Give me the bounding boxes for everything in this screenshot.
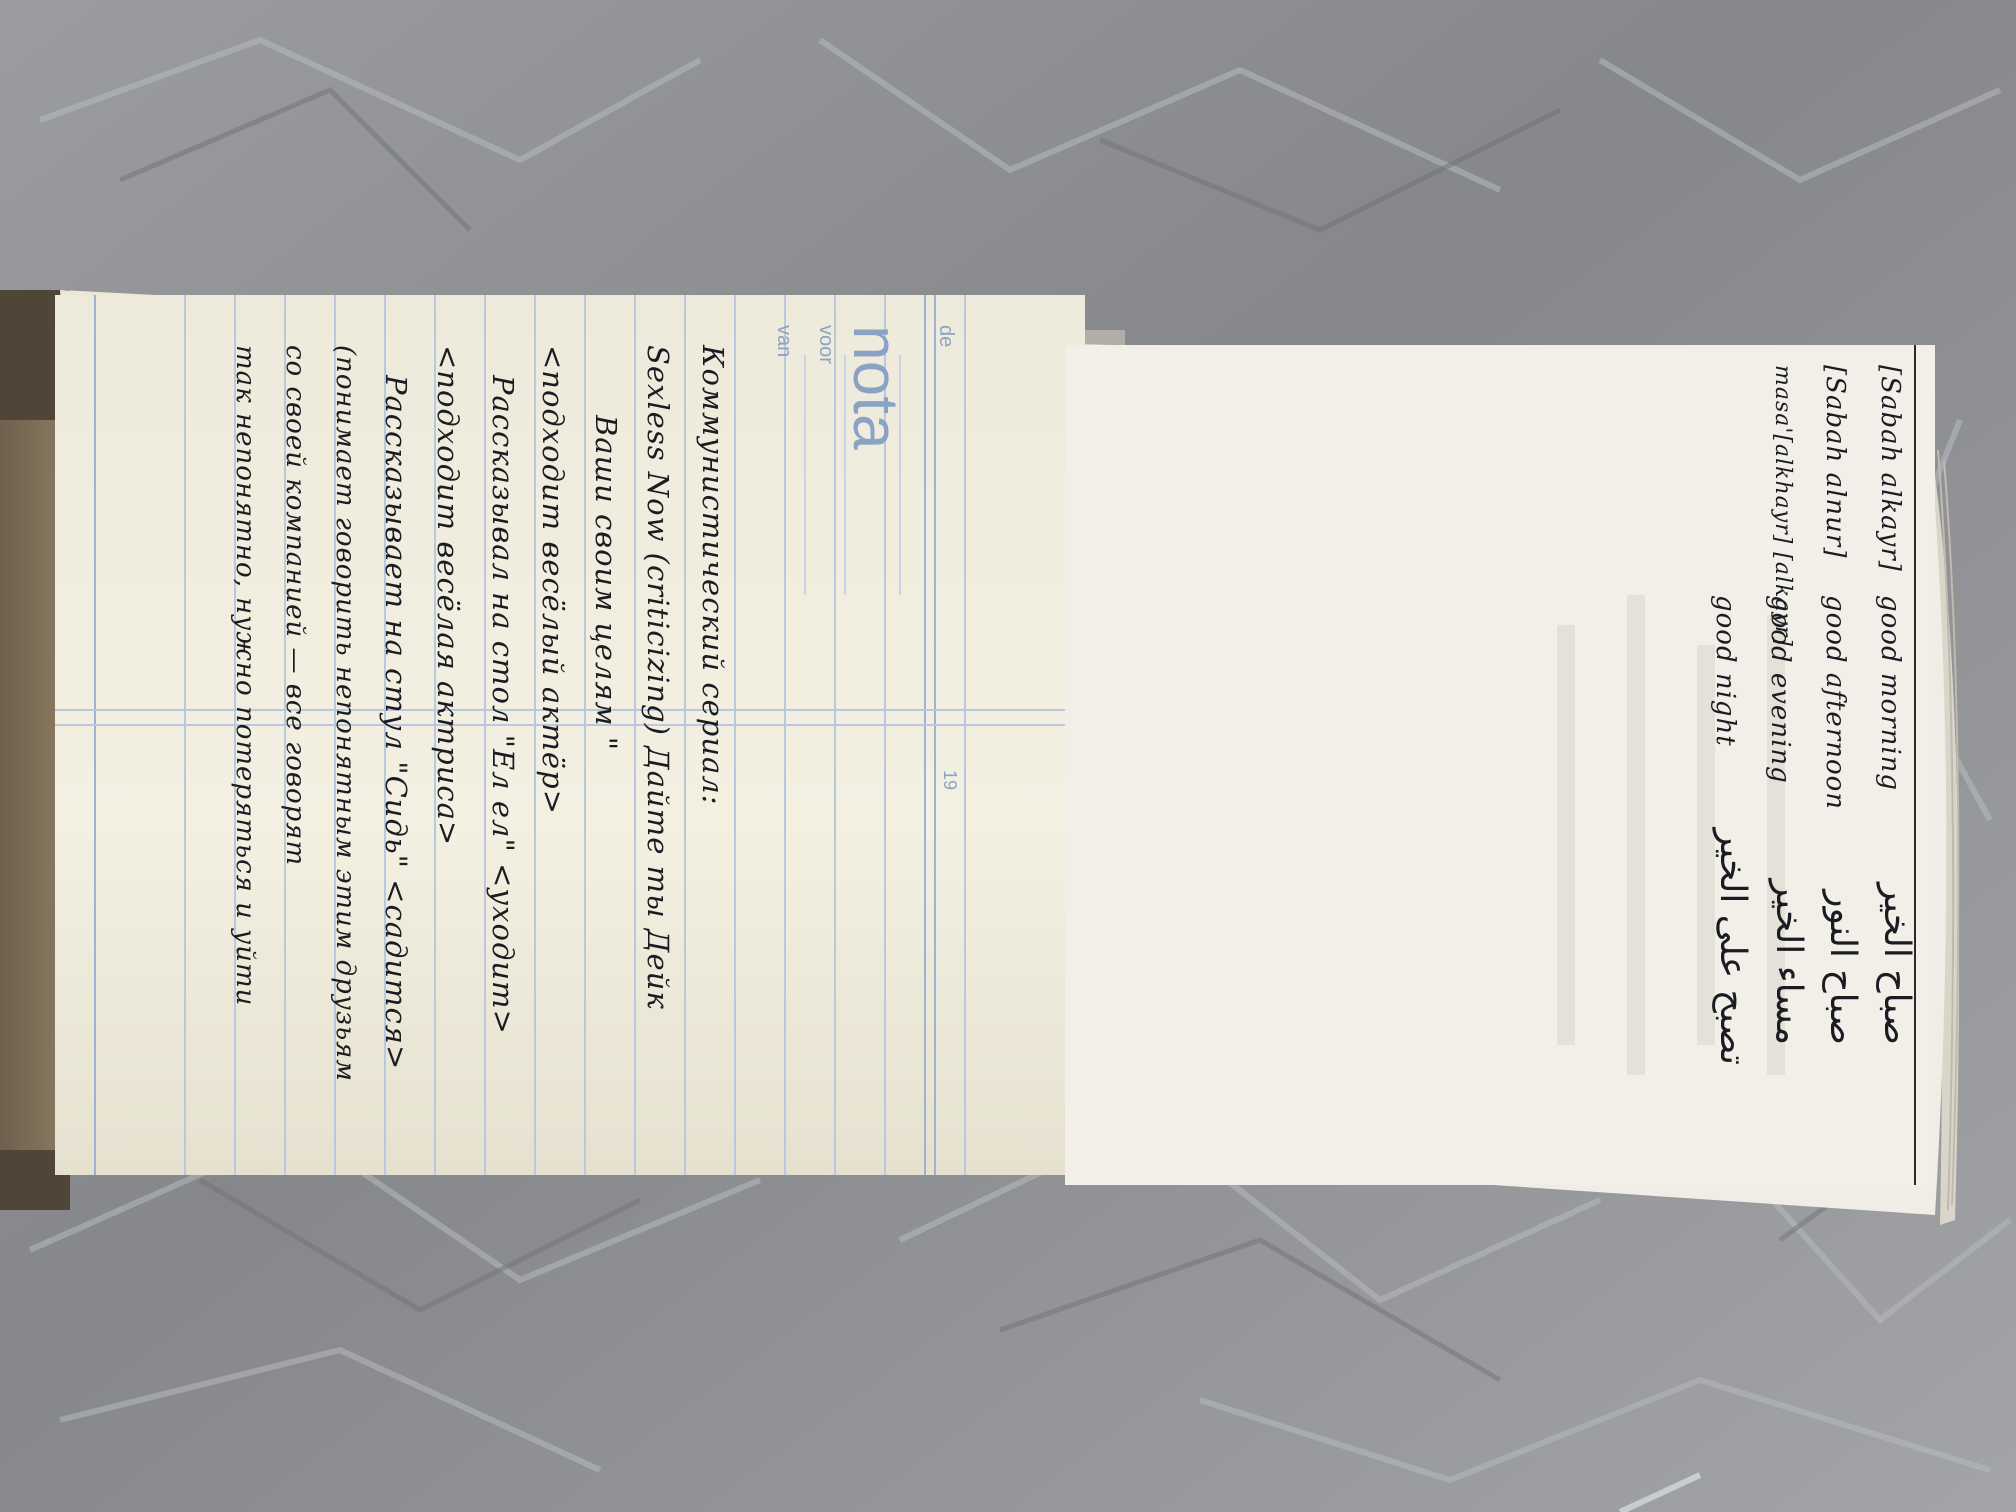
arabic-phrase-4: تصبح على الخير [1712, 828, 1753, 1065]
form-field-voor: voor [815, 325, 837, 364]
transliteration-2: [Sabah alnur] [1820, 365, 1850, 559]
handwritten-line: Коммунистический сериал: [696, 345, 730, 806]
left-notebook-page [55, 295, 1085, 1175]
handwritten-line: так непонятно, нужно потеряться и уйти [230, 345, 260, 1007]
ruled-lines [55, 295, 1085, 1175]
handwritten-line: Рассказывал на стол "Ел ел" <уходит> [486, 375, 520, 1035]
page-number: 19 [940, 770, 960, 791]
right-notebook-page [1065, 345, 1935, 1185]
translation-4: good night [1710, 595, 1740, 747]
handwritten-line: Sexless Now (criticizing) Дайте ты Дейк [641, 345, 675, 1010]
form-field-de: de [935, 325, 957, 348]
form-field-van: van [773, 325, 795, 358]
transliteration-3: masa'[alkhayr] [alkayr] [1770, 365, 1795, 648]
arabic-phrase-3: مساء الخير [1768, 879, 1809, 1045]
arabic-phrase-1: صباح الخير [1876, 882, 1917, 1045]
handwritten-line: <подходит весёлый актёр> [536, 345, 570, 815]
form-title: nota [840, 325, 912, 450]
handwritten-line: Ваши своим целям " [589, 415, 623, 752]
handwritten-line: <подходит весёлая актриса> [431, 345, 465, 847]
handwritten-line: (понимает говорить непонятным этим друзьям [330, 345, 360, 1082]
handwritten-line: Рассказывает на стул "Сидь" <садится> [379, 375, 413, 1071]
translation-2: good afternoon [1820, 595, 1850, 811]
handwritten-line: со своей компанией — все говорят [280, 345, 310, 867]
translation-3: good evening [1765, 595, 1795, 784]
arabic-phrase-2: صباح النور [1822, 890, 1863, 1045]
page-border [1065, 345, 1935, 1185]
transliteration-1: [Sabah alkayr] [1875, 365, 1905, 572]
translation-1: good morning [1875, 595, 1905, 792]
